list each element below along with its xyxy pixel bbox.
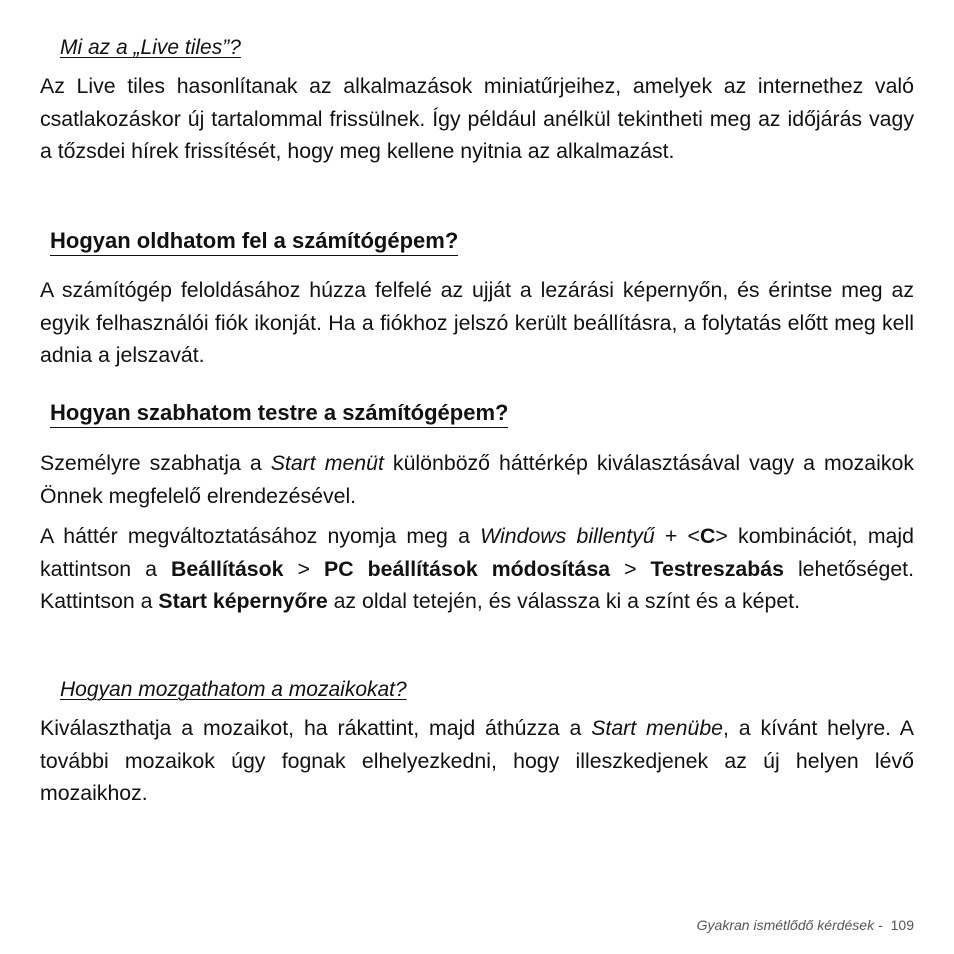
paragraph-personalize-2: A háttér megváltoztatásához nyomja meg a Windows billentyű + <C> kombinációt, majd kattintson a Beállítások > PC beállítások módosítása > Testreszabás lehetőséget. Kattintson a Start képernyőre az oldal tetején, és válassza ki a színt és a képet. xyxy=(40,524,914,613)
paragraph-unlock: A számítógép feloldásához húzza felfelé az ujját a lezárási képernyőn, és érintse meg az egyik felhasználói fiók ikonját. Ha a fiókhoz jelszó került beállításra, a folytatás előtt meg kell adnia a jelszavát. xyxy=(40,278,914,367)
heading-personalize: Hogyan szabhatom testre a számítógépem? xyxy=(50,400,508,428)
footer-label: Gyakran ismétlődő kérdések - xyxy=(696,917,883,933)
paragraph-personalize-1: Személyre szabhatja a Start menüt különböző háttérkép kiválasztásával vagy a mozaikok Önnek megfelelő elrendezésével. xyxy=(40,451,914,508)
subheading-move-tiles: Hogyan mozgathatom a mozaikokat? xyxy=(60,678,407,701)
subheading-live-tiles: Mi az a „Live tiles”? xyxy=(60,36,241,59)
heading-unlock: Hogyan oldhatom fel a számítógépem? xyxy=(50,228,458,256)
page-number: 109 xyxy=(890,917,914,933)
paragraph-live-tiles: Az Live tiles hasonlítanak az alkalmazások miniatűrjeihez, amelyek az internethez való csatlakozáskor új tartalommal frissülnek. Így például anélkül tekintheti meg az időjárás vagy a tőzsdei hírek frissítését, hogy meg kellene nyitnia az alkalmazást. xyxy=(40,74,914,163)
page-footer xyxy=(697,917,914,933)
paragraph-move-tiles: Kiválaszthatja a mozaikot, ha rákattint, majd áthúzza a Start menübe, a kívánt helyre. A további mozaikok úgy fognak elhelyezkedni, hogy illeszkedjenek az új helyen lévő mozaikhoz. xyxy=(40,716,914,805)
